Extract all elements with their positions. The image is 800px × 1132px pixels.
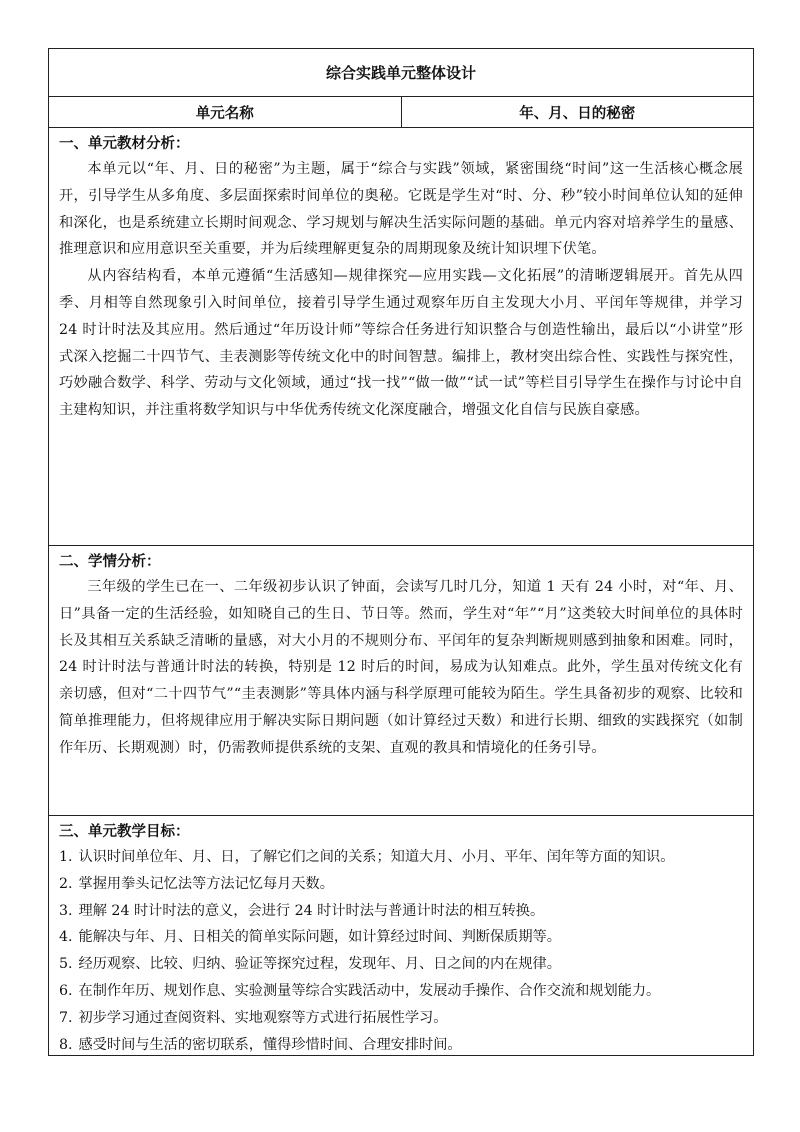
goal-number: 8. [59,1036,73,1053]
unit-name-label: 单元名称 [49,97,402,127]
section-heading: 二、学情分析： [59,554,161,570]
goal-item [59,871,743,898]
goal-number: 7. [59,1009,73,1026]
paragraph: 从内容结构看，本单元遵循“生活感知—规律探究—应用实践—文化拓展”的清晰逻辑展开。首先从四季、月相等自然现象引入时间单位，接着引导学生通过观察年历自主发现大小月、平闰年等规律，并学习 24 时计时法及其应用。然后通过“年历设计师”等综合任务进行知识整合与创造性输出，最后以“小讲堂”形式深入挖掘二十四节气、圭表测影等传统文化中的时间智慧。编排上，教材突出综合性、实践性与探究性，巧妙融合数学、科学、劳动与文化领域，通过“找一找”“做一做”“试一试”等栏目引导学生在操作与讨论中自主建构知识，并注重将数学知识与中华优秀传统文化深度融合，增强文化自信与民族自豪感。 [59,268,743,419]
title-row [49,49,753,97]
goal-item [59,924,743,951]
goal-number: 5. [59,956,73,973]
goal-text: 掌握用拳头记忆法等方法记忆每月天数。 [78,875,334,892]
goal-number: 1. [59,849,73,865]
unit-name-row [49,97,753,128]
goal-item [59,898,743,925]
paragraph: 三年级的学生已在一、二年级初步认识了钟面，会读写几时几分，知道 1 天有 24 小时，对“年、月、日”具备一定的生活经验，如知晓自己的生日、节日等。然而，学生对“年”“月”这类较大时间单位的具体时长及其相互关系缺乏清晰的量感，对大小月的不规则分布、平闰年的复杂判断规则感到抽象和困难。同时，24 时计时法与普通计时法的转换，特别是 12 时后的时间，易成为认知难点。此外，学生虽对传统文化有亲切感，但对“二十四节气”“圭表测影”等具体内涵与科学原理可能较为陌生。学生具备初步的观察、比较和简单推理能力，但将规律应用于解决实际日期问题（如计算经过天数）和进行长期、细致的实践探究（如制作年历、长期观测）时，仍需教师提供系统的支架、直观的教具和情境化的任务引导。 [59,579,743,756]
goal-item [59,844,743,871]
goal-number: 2. [59,875,73,892]
paragraph: 本单元以“年、月、日的秘密”为主题，属于“综合与实践”领域，紧密围绕“时间”这一生活核心概念展开，引导学生从多角度、多层面探索时间单位的奥秘。它既是学生对“时、分、秒”较小时间单位认知的延伸和深化，也是系统建立长期时间观念、学习规划与解决生活实际问题的基础。单元内容对培养学生的量感、推理意识和应用意识至关重要，并为后续理解更复杂的周期现象及统计知识埋下伏笔。 [59,161,743,258]
goal-text: 经历观察、比较、归纳、验证等探究过程，发现年、月、日之间的内在规律。 [78,956,561,973]
textbook-analysis-section [49,128,753,546]
unit-design-table [48,48,754,1056]
section-heading: 三、单元教学目标： [59,824,190,840]
section-heading: 一、单元教材分析： [59,136,190,152]
student-analysis-section [49,546,753,816]
unit-name-value: 年、月、日的秘密 [519,105,636,122]
teaching-goals-section [49,816,753,1055]
goal-text: 理解 24 时计时法的意义，会进行 24 时计时法与普通计时法的相互转换。 [78,902,545,919]
goal-number: 6. [59,982,73,999]
goal-text: 初步学习通过查阅资料、实地观察等方式进行拓展性学习。 [78,1009,448,1026]
goal-item [59,978,743,1005]
goal-number: 4. [59,929,73,946]
goal-text: 能解决与年、月、日相关的简单实际问题，如计算经过时间、判断保质期等。 [78,929,561,946]
goal-item [59,1032,743,1059]
goal-number: 3. [59,902,73,919]
goal-text: 感受时间与生活的密切联系，懂得珍惜时间、合理安排时间。 [78,1036,462,1053]
goal-text: 认识时间单位年、月、日，了解它们之间的关系；知道大月、小月、平年、闰年等方面的知识。 [78,849,675,865]
document-title: 综合实践单元整体设计 [325,64,476,82]
goal-item [59,1005,743,1032]
goal-item [59,951,743,978]
goal-text: 在制作年历、规划作息、实验测量等综合实践活动中，发展动手操作、合作交流和规划能力。 [78,982,661,999]
